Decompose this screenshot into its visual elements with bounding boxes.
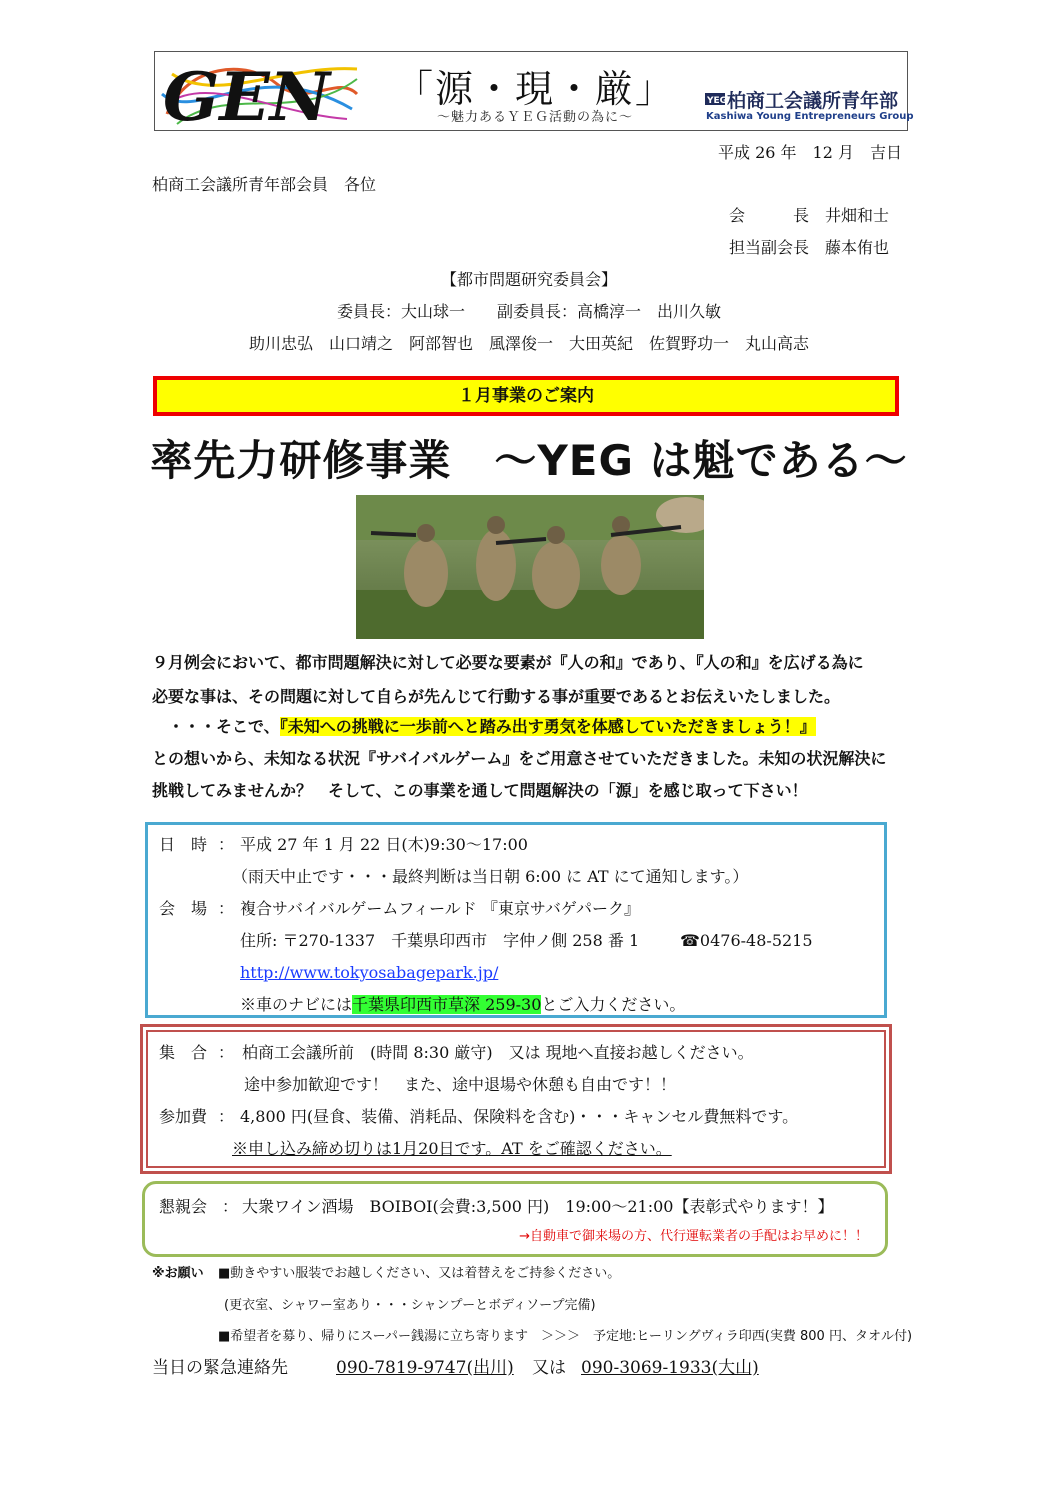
party-driving-note: →自動車で御来場の方、代行運転業者の手配はお早めに！！ <box>519 1229 868 1244</box>
body-paragraph-3 <box>168 716 816 738</box>
svg-text:YEG: YEG <box>707 96 727 106</box>
navi-note-suffix: とご入力ください。 <box>541 995 686 1014</box>
venue-label: 会 場 <box>159 899 208 918</box>
banner-title: 「源・現・厳」 <box>394 67 675 111</box>
navi-note-prefix: ※車のナビには <box>240 995 353 1014</box>
navi-address-highlight: 千葉県印西市草深 259-30 <box>352 995 542 1014</box>
request-item-2: ■希望者を募り、帰りにスーパー銭湯に立ち寄ります ＞＞＞ 予定地:ヒーリングヴィラ印西(実費 800 円、タオル付) <box>218 1329 913 1344</box>
letter-date: 平成 26 年 12 月 吉日 <box>718 143 902 162</box>
body-paragraph-4: との想いから、未知なる状況『サバイバルゲーム』をご用意させていただきました。未知の状況解決に <box>152 749 887 768</box>
banner-subtitle: ～魅力あるＹＥＧ活動の為に～ <box>436 110 633 125</box>
letter-recipient: 柏商工会議所青年部会員 各位 <box>152 175 377 194</box>
body-highlight: 『未知への挑戦に一歩前へと踏み出す勇気を体感していただきましょう！』 <box>279 717 816 736</box>
sender-vice-chairman: 担当副会長 藤本侑也 <box>729 238 890 257</box>
notice-banner: １月事業のご案内 <box>153 376 899 416</box>
datetime-value: 平成 27 年 1 月 22 日(木)9:30～17:00 <box>240 835 528 854</box>
assembly-value: 柏商工会議所前 (時間 8:30 厳守) 又は 現地へ直接お越しください。 <box>242 1043 754 1062</box>
fee-label: 参加費 <box>159 1107 208 1126</box>
body-paragraph-2: 必要な事は、その問題に対して自らが先んじて行動する事が重要であるとお伝えいたしました。 <box>152 687 841 706</box>
body-paragraph-5: 挑戦してみませんか？ そして、この事業を通して問題解決の「源」を感じ取って下さい！ <box>152 781 808 800</box>
join-note: 途中参加歓迎です！ また、途中退場や休憩も自由です！！ <box>244 1075 677 1094</box>
deadline-note: ※申し込み締め切りは1月20日です。AT をご確認ください。 <box>232 1139 672 1158</box>
fee-value: 4,800 円(昼食、装備、消耗品、保険料を含む)・・・キャンセル費無料です。 <box>240 1107 799 1126</box>
yeg-logo-icon <box>705 91 727 107</box>
emergency-label: 当日の緊急連絡先 <box>152 1358 288 1378</box>
emergency-contact-1: 090-7819-9747(出川) <box>336 1358 514 1378</box>
venue-phone: ☎0476-48-5215 <box>680 931 813 950</box>
colon: ： <box>218 1107 235 1126</box>
gen-logo <box>157 54 362 128</box>
colon: ： <box>222 1197 239 1216</box>
colon: ： <box>218 899 235 918</box>
colon: ： <box>218 835 235 854</box>
sender-chairman: 会 長 井畑和士 <box>729 206 890 225</box>
venue-value: 複合サバイバルゲームフィールド 『東京サバゲパーク』 <box>240 899 640 918</box>
requests-label: ※お願い <box>152 1266 204 1281</box>
main-title: 率先力研修事業 ～YEG は魁である～ <box>150 436 908 485</box>
emergency-or: 又は <box>532 1358 566 1378</box>
committee-chairs: 委員長：大山球一 副委員長：高橋淳一 出川久敏 <box>336 302 721 321</box>
committee-name: 【都市問題研究委員会】 <box>440 270 617 289</box>
request-item-1-sub: (更衣室、シャワー室あり・・・シャンプーとボディソープ完備) <box>224 1298 596 1313</box>
request-item-1: ■動きやすい服装でお越しください、又は着替えをご持参ください。 <box>218 1266 621 1281</box>
org-english-name: Kashiwa Young Entrepreneurs Group <box>706 111 914 122</box>
navi-note <box>240 994 685 1016</box>
body-paragraph-1: ９月例会において、都市問題解決に対して必要な要素が『人の和』であり、『人の和』を広げる為に <box>152 653 864 672</box>
venue-address: 住所: 〒270-1337 千葉県印西市 字仲ノ側 258 番 1 <box>240 931 640 950</box>
emergency-contact-2: 090-3069-1933(大山) <box>581 1358 759 1378</box>
party-value: 大衆ワイン酒場 BOIBOI(会費:3,500 円) 19:00～21:00【表彰式やります！】 <box>242 1197 834 1216</box>
datetime-label: 日 時 <box>159 835 208 854</box>
survival-game-photo <box>356 495 704 639</box>
body-paragraph-3-prefix: ・・・そこで、 <box>168 717 280 736</box>
org-name: 柏商工会議所青年部 <box>727 90 899 112</box>
committee-members: 助川忠弘 山口靖之 阿部智也 風澤俊一 大田英紀 佐賀野功一 丸山高志 <box>248 334 809 353</box>
venue-website-link[interactable]: http://www.tokyosabagepark.jp/ <box>240 963 499 982</box>
colon: ： <box>218 1043 235 1062</box>
party-label: 懇親会 <box>159 1197 208 1216</box>
assembly-label: 集 合 <box>159 1043 208 1062</box>
svg-text:GEN: GEN <box>163 58 330 128</box>
rain-note: （雨天中止です・・・最終判断は当日朝 6:00 に AT にて通知します。） <box>232 867 749 886</box>
